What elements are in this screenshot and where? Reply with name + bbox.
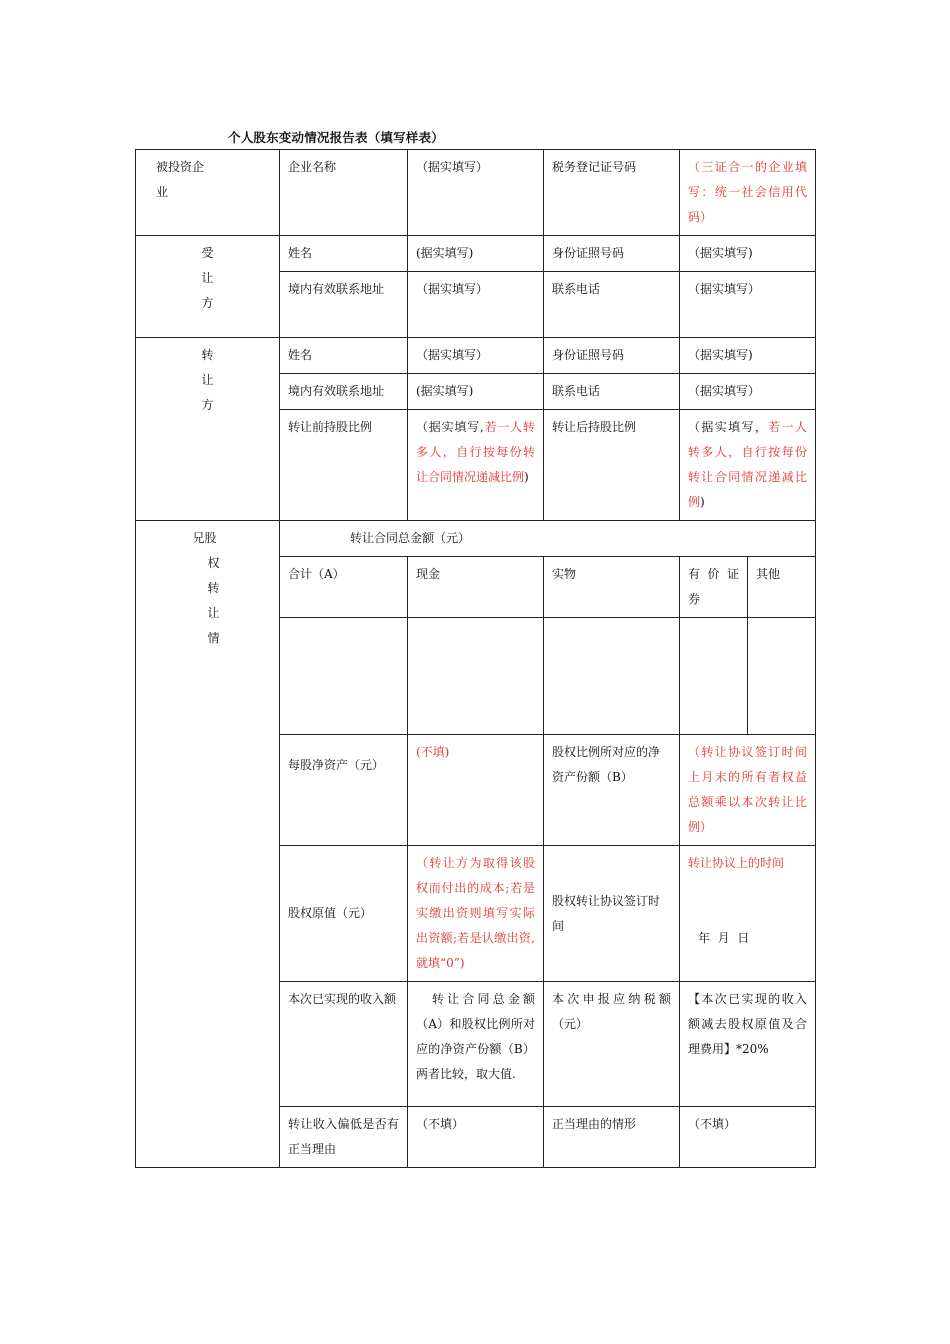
tax-payable-value[interactable]: 【本次已实现的收入额减去股权原值及合理费用】*20% <box>680 982 816 1107</box>
transferee-address-label: 境内有效联系地址 <box>280 272 408 338</box>
before-ratio-label: 转让前持股比例 <box>280 410 408 521</box>
net-asset-per-share-label: 每股净资产（元） <box>280 735 408 846</box>
transferor-phone-label: 联系电话 <box>544 374 680 410</box>
transferee-name-label: 姓名 <box>280 236 408 272</box>
total-amount-cell[interactable] <box>280 618 408 735</box>
transferee-id-label: 身份证照号码 <box>544 236 680 272</box>
after-ratio-value[interactable]: （据实填写，若一人转多人，自行按每份转让合同情况递减比例) <box>680 410 816 521</box>
transferor-name-value[interactable]: （据实填写） <box>408 338 544 374</box>
transferor-section-label: 转 让 方 <box>136 338 280 521</box>
transferor-id-value[interactable]: （据实填写) <box>680 338 816 374</box>
col-cash-label: 现金 <box>408 557 544 618</box>
agreement-date-label: 股权转让协议签订时间 <box>544 846 680 982</box>
agreement-date-format: 年 月 日 <box>698 931 750 945</box>
cash-amount-cell[interactable] <box>408 618 544 735</box>
transferee-section-label: 受 让 方 <box>136 236 280 338</box>
transferee-address-value[interactable]: （据实填写） <box>408 272 544 338</box>
realized-income-label: 本次已实现的收入额 <box>280 982 408 1107</box>
tax-registration-value[interactable]: （三证合一的企业填写：统一社会信用代码） <box>680 150 816 236</box>
before-ratio-value[interactable]: （据实填写,若一人转多人，自行按每份转让合同情况递减比例) <box>408 410 544 521</box>
justified-reason-label: 正当理由的情形 <box>544 1107 680 1168</box>
transferor-address-label: 境内有效联系地址 <box>280 374 408 410</box>
goods-amount-cell[interactable] <box>544 618 680 735</box>
agreement-date-value[interactable] <box>680 846 816 982</box>
low-income-reason-value[interactable]: （不填） <box>408 1107 544 1168</box>
shareholder-change-table <box>135 149 816 1168</box>
form-title: 个人股东变动情况报告表（填写样表） <box>228 130 444 145</box>
share-net-asset-label: 股权比例所对应的净资产份额（B） <box>544 735 680 846</box>
tax-registration-label: 税务登记证号码 <box>544 150 680 236</box>
share-net-asset-value[interactable]: （转让协议签订时间上月末的所有者权益总额乘以本次转让比例） <box>680 735 816 846</box>
contract-total-header: 转让合同总金额（元） <box>280 521 816 557</box>
transferee-name-value[interactable]: (据实填写) <box>408 236 544 272</box>
realized-income-value[interactable]: 转让合同总金额（A）和股权比例所对应的净资产份额（B）两者比较，取大值. <box>408 982 544 1107</box>
col-total-label: 合计（A） <box>280 557 408 618</box>
original-cost-value[interactable]: （转让方为取得该股权而付出的成本;若是实缴出资则填写实际出资额;若是认缴出资,就填“0”) <box>408 846 544 982</box>
transfer-section-label: 兄股 权 转 让 情 <box>136 521 280 1168</box>
enterprise-name-value[interactable]: （据实填写） <box>408 150 544 236</box>
agreement-date-note: 转让协议上的时间 <box>688 856 785 870</box>
transferor-id-label: 身份证照号码 <box>544 338 680 374</box>
transferor-address-value[interactable]: (据实填写) <box>408 374 544 410</box>
transferor-phone-value[interactable]: （据实填写） <box>680 374 816 410</box>
securities-amount-cell[interactable] <box>680 618 748 735</box>
original-cost-label: 股权原值（元） <box>280 846 408 982</box>
col-goods-label: 实物 <box>544 557 680 618</box>
transferee-id-value[interactable]: （据实填写) <box>680 236 816 272</box>
transferor-name-label: 姓名 <box>280 338 408 374</box>
invested-section-label: 被投资企业 <box>136 150 280 236</box>
after-ratio-label: 转让后持股比例 <box>544 410 680 521</box>
tax-payable-label: 本次申报应纳税额（元） <box>544 982 680 1107</box>
col-other-label: 其他 <box>748 557 816 618</box>
low-income-reason-label: 转让收入偏低是否有正当理由 <box>280 1107 408 1168</box>
justified-reason-value[interactable]: （不填） <box>680 1107 816 1168</box>
col-securities-label: 有 价 证 券 <box>680 557 748 618</box>
other-amount-cell[interactable] <box>748 618 816 735</box>
enterprise-name-label: 企业名称 <box>280 150 408 236</box>
transferee-phone-value[interactable]: （据实填写） <box>680 272 816 338</box>
transferee-phone-label: 联系电话 <box>544 272 680 338</box>
net-asset-per-share-value[interactable]: (不填) <box>408 735 544 846</box>
